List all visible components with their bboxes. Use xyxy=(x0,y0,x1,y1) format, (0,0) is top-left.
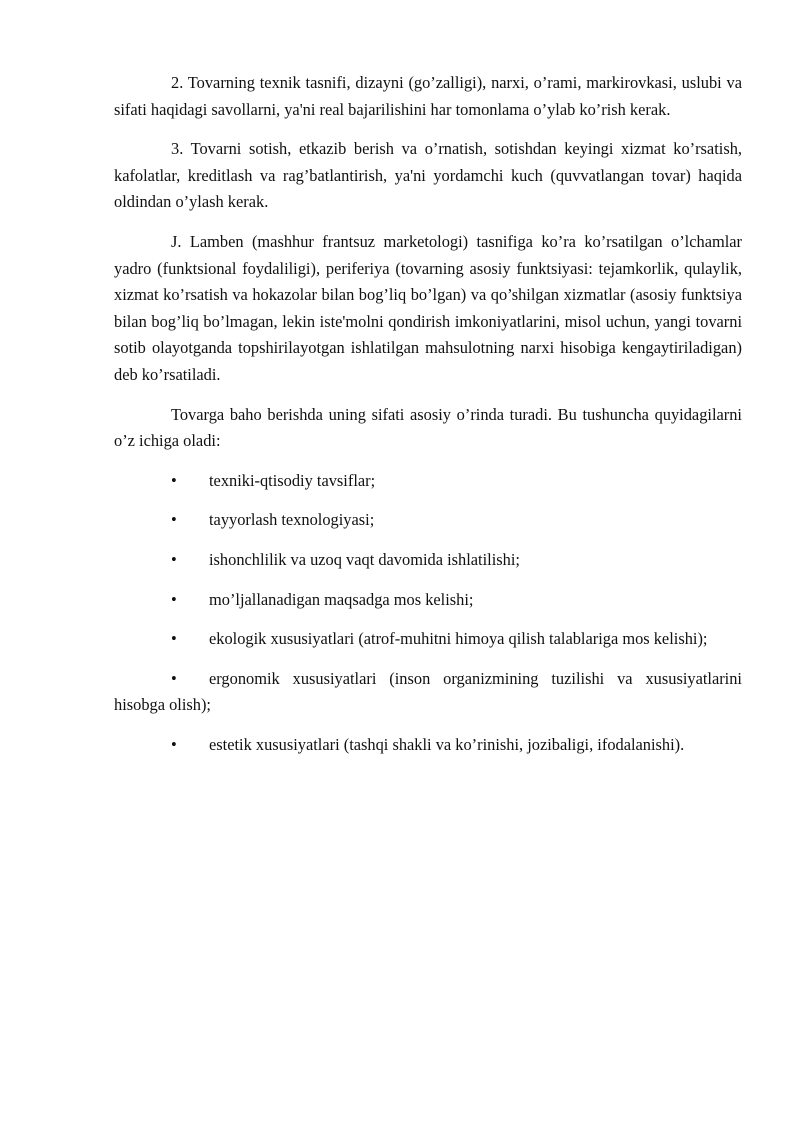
bullet-dot-icon: • xyxy=(171,629,177,649)
bullet-dot-icon: • xyxy=(171,470,177,490)
bullet-item xyxy=(114,547,742,574)
paragraph-lamben: J. Lamben (mashhur frantsuz marketologi) tasnifiga ko’ra ko’rsatilgan o’lchamlar yadro (funktsional foydaliligi), periferiya (tovarning asosiy funktsiyasi: tejamkorlik, qulaylik, xizmat ko’rsatish va hokazolar bilan bog’liq bo’lgan) va qo’shilgan xizmatlar (asosiy funktsiya bilan bog’liq bo’lmagan, lekin iste'molni qondirish imkoniyatlarini, misol uchun, yangi tovarni sotib olayotganda topshirilayotgan ishlatilgan mahsulotning narxi hisobiga kengaytiriladigan) deb ko’rsatiladi. xyxy=(114,231,742,384)
paragraph-quality: Tovarga baho berishda uning sifati asosiy o’rinda turadi. Bu tushuncha quyidagilarni o’z ichiga oladi: xyxy=(114,404,742,451)
bullet-text: texniki-qtisodiy tavsiflar; xyxy=(209,470,376,490)
bullet-item xyxy=(114,666,742,719)
bullet-item xyxy=(114,732,742,759)
bullet-text: mo’ljallanadigan maqsadga mos kelishi; xyxy=(209,589,474,609)
bullet-dot-icon: • xyxy=(171,668,177,688)
bullet-text: ergonomik xususiyatlari (inson organizmining tuzilishi va xususiyatlarini hisobga olish); xyxy=(114,668,742,715)
bullet-text: ishonchlilik va uzoq vaqt davomida ishlatilishi; xyxy=(209,549,520,569)
bullet-text: estetik xususiyatlari (tashqi shakli va ko’rinishi, jozibaligi, ifodalanishi). xyxy=(209,734,685,754)
bullet-dot-icon: • xyxy=(171,510,177,530)
bullet-item xyxy=(114,587,742,614)
bullet-item xyxy=(114,468,742,495)
paragraph-item-2: 2. Tovarning texnik tasnifi, dizayni (go’zalligi), narxi, o’rami, markirovkasi, uslubi va sifati haqidagi savollarni, ya'ni real bajarilishini har tomonlama o’ylab ko’rish kerak. xyxy=(114,73,742,119)
bullet-dot-icon: • xyxy=(171,589,177,609)
bullet-item xyxy=(114,626,742,653)
bullet-item xyxy=(114,507,742,534)
bullet-text: ekologik xususiyatlari (atrof-muhitni himoya qilish talablariga mos kelishi); xyxy=(209,629,708,649)
bullet-dot-icon: • xyxy=(171,549,177,569)
bullet-dot-icon: • xyxy=(171,734,177,754)
paragraph-item-3: 3. Tovarni sotish, etkazib berish va o’rnatish, sotishdan keyingi xizmat ko’rsatish, kafolatlar, kreditlash va rag’batlantirish, ya'ni yordamchi kuch (quvvatlangan tovar) haqida oldindan o’ylash kerak. xyxy=(114,139,742,212)
bullet-text: tayyorlash texnologiyasi; xyxy=(209,510,375,530)
document-body xyxy=(114,70,742,758)
